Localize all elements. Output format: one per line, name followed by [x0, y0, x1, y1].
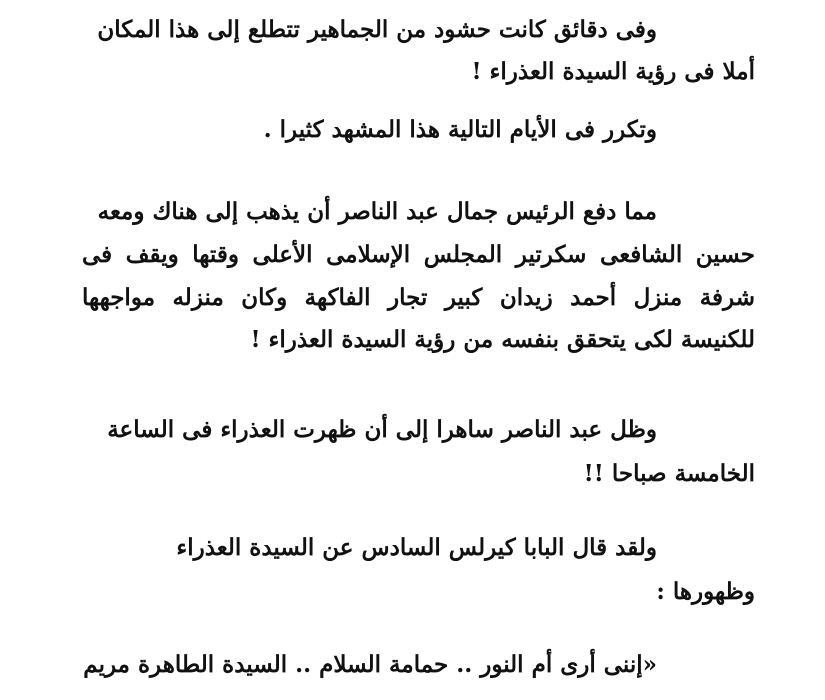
paragraph-2-line-1: وتكرر فى الأيام التالية هذا المشهد كثيرا .	[263, 116, 657, 143]
paragraph-3-line-2: حسين الشافعى سكرتير المجلس الإسلامى الأعلى وقتها ويقف فى	[82, 241, 755, 268]
paragraph-5-line-2: وظهورها :	[656, 578, 755, 605]
paragraph-5-line-1: ولقد قال البابا كيرلس السادس عن السيدة العذراء	[176, 534, 657, 561]
paragraph-6-line-1: «إننى أرى أم النور .. حمامة السلام .. السيدة الطاهرة مريم	[83, 651, 657, 678]
paragraph-1-line-1: وفى دقائق كانت حشود من الجماهير تتطلع إلى هذا المكان	[97, 16, 657, 43]
paragraph-4-line-2: الخامسة صباحا !!	[583, 460, 755, 487]
paragraph-3-line-4: للكنيسة لكى يتحقق بنفسه من رؤية السيدة العذراء !	[250, 326, 755, 353]
paragraph-3-line-1: مما دفع الرئيس جمال عبد الناصر أن يذهب إلى هناك ومعه	[97, 198, 657, 225]
paragraph-4-line-1: وظل عبد الناصر ساهرا إلى أن ظهرت العذراء فى الساعة	[107, 416, 657, 443]
paragraph-1-line-2: أملا فى رؤية السيدة العذراء !	[471, 58, 755, 85]
paragraph-3-line-3: شرفة منزل أحمد زيدان كبير تجار الفاكهة وكان منزله مواجهها	[82, 284, 755, 311]
